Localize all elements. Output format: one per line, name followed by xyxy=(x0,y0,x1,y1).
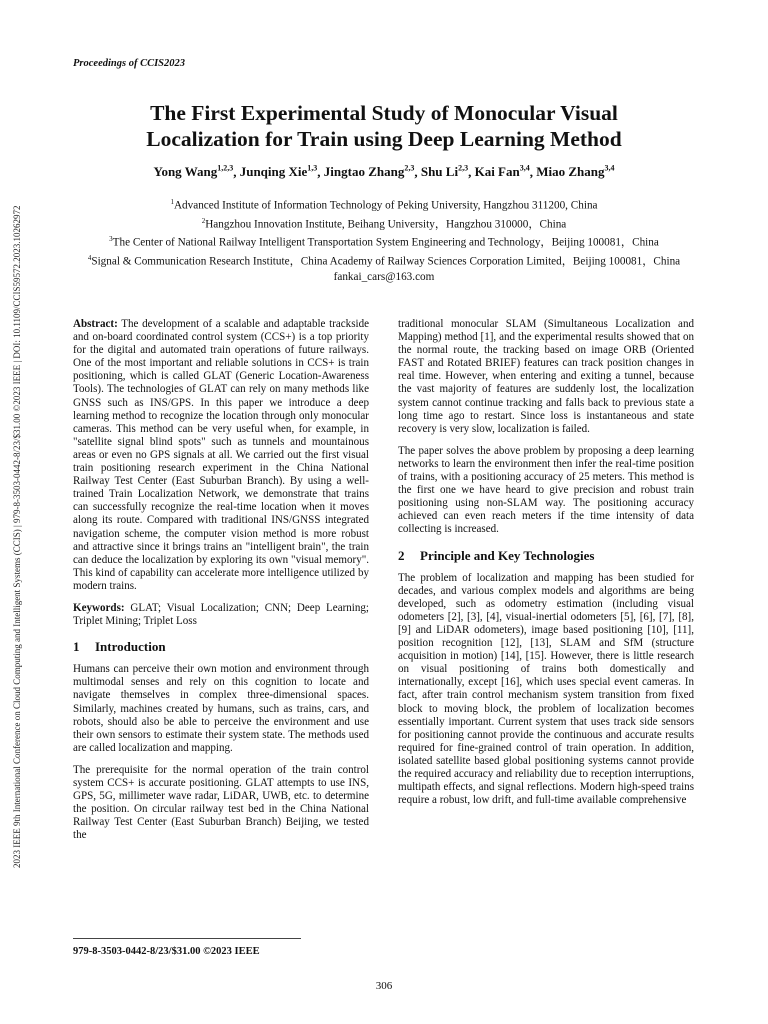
keywords-text: GLAT; Visual Localization; CNN; Deep Learning; Triplet Mining; Triplet Loss xyxy=(73,601,369,628)
author: Junqing Xie$^{1,3}$ xyxy=(239,164,318,180)
left-column xyxy=(73,318,369,851)
paragraph: The problem of localization and mapping has been studied for decades, and various complex models and algorithms are being developed, such as odometry estimation (including visual odometers [2], [3], [4], visual-inertial odometers [5], [6], [7], [8], [9] and LiDAR odometers), image based positioning [10], [11], position recognition [12], [13], SLAM and SfM (structure acquisition in motion) [14], [15]. However, there is little research on visual positioning of trains both domestically and internationally, except [16], which uses special event cameras. In fact, after train control mechanism system transition from fixed block to moving block, the problem of localization becomes essentially important. Current system that uses track side sensors for positioning cannot provide the continuous and accurate results required for fine-grained control of train operation. In addition, isolated satellite based global positioning systems cannot provide the required accuracy and reliability due to reception interruptions, multipath effects, and signal reflections. Modern high-speed trains require a robust, low drift, and full-time available comprehensive xyxy=(398,571,694,807)
author: Kai Fan$^{3,4}$ xyxy=(474,164,530,180)
author: Miao Zhang$^{3,4}$ xyxy=(536,164,615,180)
paper-title xyxy=(40,100,728,152)
keywords-label: Keywords: xyxy=(73,601,125,614)
footer-rule xyxy=(73,938,301,939)
paragraph: traditional monocular SLAM (Simultaneous Localization and Mapping) method [1], and the experimental results showed that on the normal route, the tracking based on image ORB (Oriented FAST and Rotated BRIEF) features can track position changes in real time. However, when entering and exiting a tunnel, because the vast majority of features are suddenly lost, the localization system cannot continue tracking and falls back to previous state a long time ago to restart. Since loss is instantaneous and state recovery is very slow, localization is failed. xyxy=(398,318,694,435)
affiliation: $^4$Signal & Communication Research Institute，China Academy of Railway Sciences Corporation Limited，Beijing 100081，China xyxy=(87,254,681,268)
affiliation-block xyxy=(74,195,694,285)
paragraph: The prerequisite for the normal operation of the train control system CCS+ is accurate positioning. GLAT attempts to use INS, GPS, 5G, millimeter wave radar, LiDAR, UWB, etc. to determine the position. On circular railway test bed in the China National Railway Test Center (East Suburban Branch) Beijing, we tested the xyxy=(73,763,369,842)
author-list: Yong Wang$^{1,2,3}$, Junqing Xie$^{1,3}$, Jingtao Zhang$^{2,3}$, Shu Li$^{2,3}$, Kai Fan$^{3,4}$, Miao Zhang$^{3,4}$ xyxy=(153,164,615,180)
author: Jingtao Zhang$^{2,3}$ xyxy=(323,164,415,180)
copyright-sidebar: 2023 IEEE 9th International Conference on Cloud Computing and Intelligent Systems (CCIS) | 979-8-3503-0442-8/23/$31.00 ©2023 IEEE | DOI: 10.1109/CCIS59572.2023.10262972 xyxy=(12,205,22,868)
author: Yong Wang$^{1,2,3}$ xyxy=(153,164,234,180)
abstract xyxy=(73,318,369,593)
abstract-text: The development of a scalable and adaptable trackside and on-board coordinated control system (CCS+) is a top priority for the digital and automated train operations of future railways. One of the most important and reliable solutions in CCS+ is train positioning, which is called GLAT (Generic Location-Awareness Tools). The technologies of GLAT can rely on many methods like GNSS such as INS/GPS. In this paper we introduce a deep learning method to recognize the location through only monocular cameras. This method can be very useful when, for example, in "satellite signal blind spots" such as tunnels and mountainous areas or even no GPS signals at all. We carried out the first visual train positioning research experiment in the China National Railway Test Center (East Suburban Branch). By using a well-trained Train Localization Network, we demonstrate that trains can successfully recognize the real-time location when it moves along its route. Compared with traditional INS/GNSS integrated navigation scheme, the computer vision method is more robust and attractive since it brings trains an "intelligent brain", the train can deduce the localization by exploring its own "visual memory". This kind of capability can accelerate more intelligence utilized by modern trains. xyxy=(73,318,369,592)
section-heading-introduction: 1 Introduction xyxy=(73,639,166,655)
paragraph: Humans can perceive their own motion and environment through multimodal senses and rely on this cognition to locate and navigate themselves in complex three-dimensional spaces. Similarly, machines created by humans, such as trains, cars, and robots, should also be able to perceive the environment and use their own sensors to estimate their system state. The methods used are called localization and mapping. xyxy=(73,663,369,754)
affiliation: $^3$The Center of National Railway Intelligent Transportation System Engineering and Technology，Beijing 100081，China xyxy=(109,235,659,250)
affiliation: $^1$Advanced Institute of Information Technology of Peking University, Hangzhou 311200, China xyxy=(170,198,598,212)
section-heading-principle: 2 Principle and Key Technologies xyxy=(398,547,595,563)
affiliation: $^2$Hangzhou Innovation Institute, Beihang University，Hangzhou 310000，China xyxy=(201,216,567,231)
keywords xyxy=(73,602,369,628)
paragraph: The paper solves the above problem by proposing a deep learning networks to learn the environment then infer the real-time position of trains, with a positioning accuracy of 25 meters. This method is the first one we have heard to give precision and robust train positioning using non-SLAM way. The positioning accuracy achieved can even reach meters if the time intensity of data collecting is increased. xyxy=(398,444,694,536)
title-line-1: The First Experimental Study of Monocular Visual xyxy=(150,101,618,125)
right-column xyxy=(398,318,694,816)
contact-email: fankai_cars@163.com xyxy=(333,270,435,283)
abstract-label: Abstract: xyxy=(73,318,118,330)
page-number: 306 xyxy=(375,980,393,992)
author: Shu Li$^{2,3}$ xyxy=(420,164,469,180)
copyright-footer: 979-8-3503-0442-8/23/$31.00 ©2023 IEEE xyxy=(73,946,260,957)
title-line-2: Localization for Train using Deep Learning Method xyxy=(146,127,622,151)
proceedings-header: Proceedings of CCIS2023 xyxy=(73,58,186,69)
